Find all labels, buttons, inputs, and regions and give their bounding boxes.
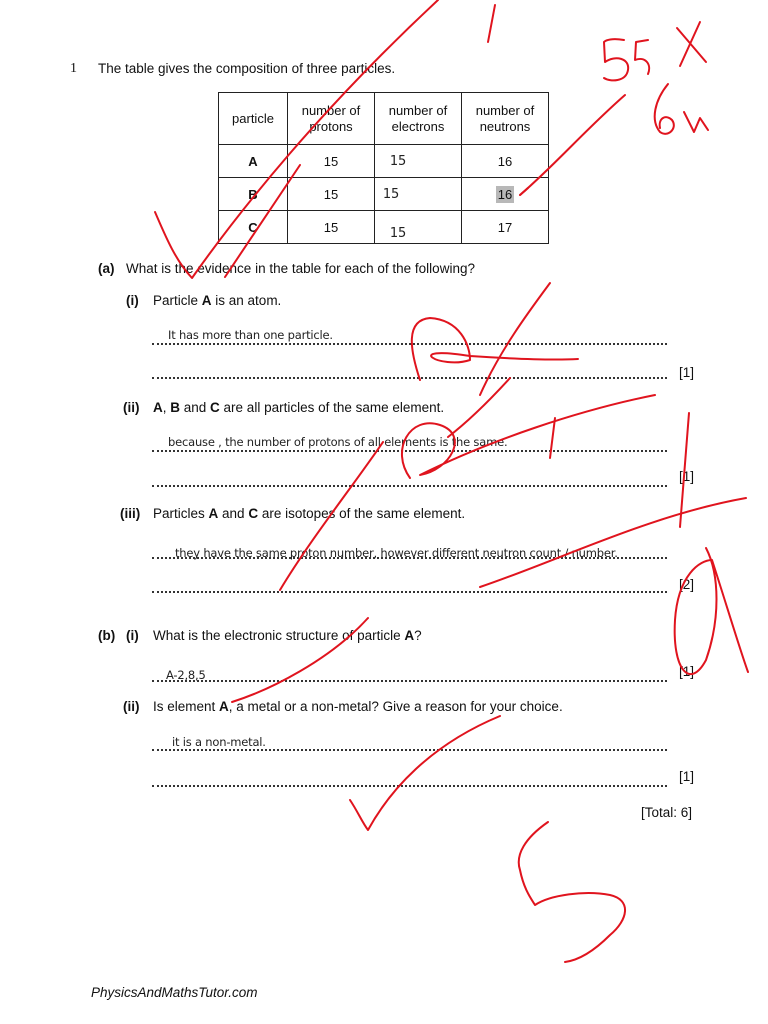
cell-particle: B — [219, 178, 288, 211]
cell-particle: A — [219, 145, 288, 178]
part-b-i-question: What is the electronic structure of particle A? — [153, 628, 422, 643]
part-b-ii-question: Is element A, a metal or a non-metal? Give a reason for your choice. — [153, 699, 563, 714]
answer-line — [152, 591, 667, 593]
loop-mark — [412, 318, 578, 380]
tick-mark — [350, 716, 500, 830]
header-particle: particle — [219, 93, 288, 145]
answer-line — [152, 749, 667, 751]
cell-neutrons: 17 — [462, 211, 549, 244]
composition-table — [218, 92, 549, 244]
stroke-mark — [488, 5, 495, 42]
stroke-mark — [550, 418, 555, 458]
score-five-mark — [635, 40, 649, 74]
header-neutrons: number of neutrons — [462, 93, 549, 145]
answer-line — [152, 343, 667, 345]
cell-protons: 15 — [288, 145, 375, 178]
question-intro: The table gives the composition of three particles. — [98, 61, 396, 76]
part-b-label: (b) — [98, 628, 116, 643]
footer-site: PhysicsAndMathsTutor.com — [91, 985, 258, 1000]
answer-line — [152, 557, 667, 559]
table-header-row — [219, 93, 549, 145]
highlighted-value: 16 — [497, 186, 513, 202]
mark-a-ii: [1] — [679, 469, 695, 484]
cross-mark — [677, 22, 706, 66]
score-five-mark — [604, 39, 628, 80]
stroke-mark — [448, 378, 510, 437]
answer-line — [152, 485, 667, 487]
part-a-ii-question: A, B and C are all particles of the same element. — [153, 400, 445, 415]
answer-a-i[interactable]: It has more than one particle. — [168, 328, 333, 342]
mark-a-i: [1] — [679, 365, 695, 380]
part-b-ii-label: (ii) — [123, 699, 140, 714]
answer-line — [152, 450, 667, 452]
part-a-label: (a) — [98, 261, 115, 276]
score-six-mark — [684, 112, 708, 132]
mark-b-i: [1] — [679, 664, 695, 679]
part-a-ii-label: (ii) — [123, 400, 140, 415]
answer-line — [152, 680, 667, 682]
answer-a-ii[interactable]: because , the number of protons of all elements is the same. — [168, 435, 508, 449]
question-number: 1 — [70, 61, 77, 76]
answer-b-i[interactable]: A-2,8,5 — [166, 668, 206, 682]
part-a-iii-question: Particles A and C are isotopes of the same element. — [153, 506, 466, 521]
part-a-i-label: (i) — [126, 293, 139, 308]
mark-b-ii: [1] — [679, 769, 695, 784]
mark-a-iii: [2] — [679, 577, 695, 592]
table-row — [219, 211, 549, 244]
header-electrons: number of electrons — [375, 93, 462, 145]
cell-protons: 15 — [288, 211, 375, 244]
answer-line — [152, 377, 667, 379]
score-six-mark — [655, 84, 674, 134]
cell-electrons: 15 — [375, 178, 462, 211]
answer-a-iii[interactable]: they have the same proton number, however different neutron count / number. — [175, 546, 618, 560]
table-row — [219, 145, 549, 178]
cell-particle: C — [219, 211, 288, 244]
part-a-prompt: What is the evidence in the table for each of the following? — [126, 261, 475, 276]
total-marks: [Total: 6] — [641, 805, 693, 820]
answer-b-ii[interactable]: it is a non-metal. — [172, 735, 266, 749]
stroke-mark — [480, 498, 746, 587]
header-protons: number of protons — [288, 93, 375, 145]
cell-electrons: 15 — [375, 211, 462, 244]
score-mark — [519, 822, 625, 962]
part-a-i-question: Particle A is an atom. — [153, 293, 282, 308]
cell-neutrons — [462, 178, 549, 211]
loop-mark — [675, 548, 748, 674]
table-row — [219, 178, 549, 211]
part-b-i-label: (i) — [126, 628, 139, 643]
part-a-iii-label: (iii) — [120, 506, 141, 521]
cell-neutrons: 16 — [462, 145, 549, 178]
cell-protons: 15 — [288, 178, 375, 211]
answer-line — [152, 785, 667, 787]
cell-electrons: 15 — [375, 145, 462, 178]
